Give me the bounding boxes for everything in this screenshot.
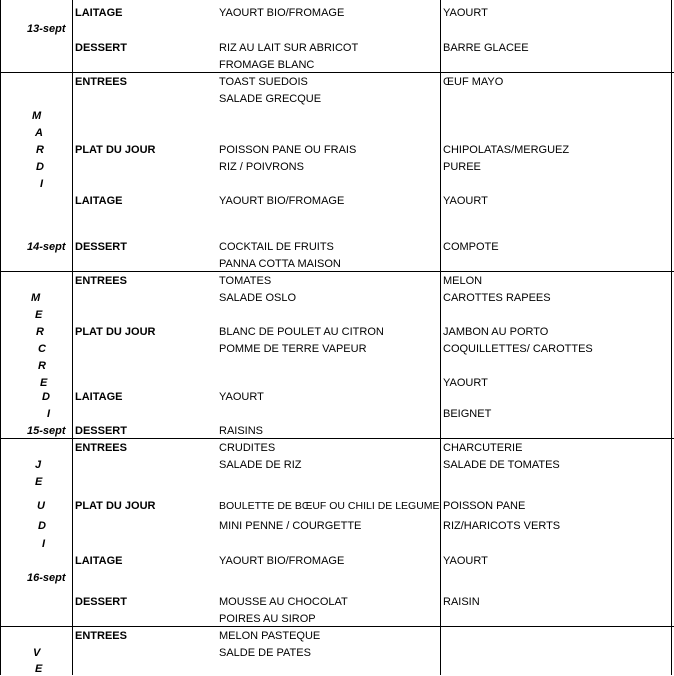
course-label: DESSERT: [75, 241, 127, 253]
day-letter: M: [32, 110, 42, 122]
day-letter: M: [31, 292, 41, 304]
menu2-item: MELON: [443, 275, 483, 287]
day-letter: I: [47, 408, 51, 420]
grid-line: [72, 0, 73, 675]
menu1-item: SALADE OSLO: [219, 292, 297, 304]
menu2-item: ŒUF MAYO: [443, 76, 504, 88]
course-label: ENTREES: [75, 442, 127, 454]
day-letter: I: [40, 178, 44, 190]
menu2-item: BEIGNET: [443, 408, 492, 420]
menu1-item: YAOURT: [219, 391, 264, 403]
course-label: DESSERT: [75, 596, 127, 608]
course-label: ENTREES: [75, 630, 127, 642]
menu1-item: COCKTAIL DE FRUITS: [219, 241, 334, 253]
menu2-item: CHIPOLATAS/MERGUEZ: [443, 144, 570, 156]
day-letter: E: [35, 476, 43, 488]
menu1-item: RIZ / POIVRONS: [219, 161, 304, 173]
menu2-item: YAOURT: [443, 555, 488, 567]
day-letter: E: [35, 663, 43, 675]
menu1-item: SALADE GRECQUE: [219, 93, 322, 105]
menu2-item: SALADE DE TOMATES: [443, 459, 560, 471]
course-label: DESSERT: [75, 42, 127, 54]
menu1-item: YAOURT BIO/FROMAGE: [219, 195, 345, 207]
menu1-item: BOULETTE DE BŒUF OU CHILI DE LEGUME: [219, 500, 440, 512]
menu1-item: BLANC DE POULET AU CITRON: [219, 326, 384, 338]
day-letter: V: [33, 647, 41, 659]
menu1-item: MOUSSE AU CHOCOLAT: [219, 596, 348, 608]
menu2-item: RIZ/HARICOTS VERTS: [443, 520, 561, 532]
day-letter: U: [37, 500, 45, 512]
day-letter: A: [35, 127, 43, 139]
day-letter: E: [40, 377, 48, 389]
day-letter: R: [36, 144, 44, 156]
menu1-item: FROMAGE BLANC: [219, 59, 315, 71]
menu1-item: MINI PENNE / COURGETTE: [219, 520, 362, 532]
course-label: LAITAGE: [75, 7, 123, 19]
course-label: LAITAGE: [75, 391, 123, 403]
menu1-item: CRUDITES: [219, 442, 276, 454]
day-letter: D: [38, 520, 46, 532]
day-separator: [0, 271, 674, 272]
day-letter: J: [35, 459, 42, 471]
day-letter: C: [38, 343, 46, 355]
menu2-item: YAOURT: [443, 377, 488, 389]
menu2-item: JAMBON AU PORTO: [443, 326, 549, 338]
menu2-item: POISSON PANE: [443, 500, 526, 512]
day-separator: [0, 72, 674, 73]
day-letter: I: [42, 538, 46, 550]
menu2-item: COMPOTE: [443, 241, 499, 253]
menu1-item: MELON PASTEQUE: [219, 630, 321, 642]
menu1-item: POIRES AU SIROP: [219, 613, 316, 625]
menu1-item: RIZ AU LAIT SUR ABRICOT: [219, 42, 359, 54]
menu2-item: COQUILLETTES/ CAROTTES: [443, 343, 593, 355]
grid-line: [440, 0, 441, 675]
menu1-item: YAOURT BIO/FROMAGE: [219, 555, 345, 567]
course-label: DESSERT: [75, 425, 127, 437]
menu1-item: POISSON PANE OU FRAIS: [219, 144, 357, 156]
menu2-item: CHARCUTERIE: [443, 442, 523, 454]
day-separator: [0, 438, 674, 439]
course-label: LAITAGE: [75, 555, 123, 567]
course-label: PLAT DU JOUR: [75, 500, 156, 512]
menu1-item: PANNA COTTA MAISON: [219, 258, 341, 270]
course-label: PLAT DU JOUR: [75, 144, 156, 156]
menu1-item: SALDE DE PATES: [219, 647, 311, 659]
day-letter: R: [38, 360, 46, 372]
menu2-item: PUREE: [443, 161, 481, 173]
menu1-item: YAOURT BIO/FROMAGE: [219, 7, 345, 19]
menu2-item: YAOURT: [443, 7, 488, 19]
grid-line: [671, 0, 672, 675]
day-date: 13-sept: [27, 23, 66, 35]
day-separator: [0, 626, 674, 627]
menu2-item: YAOURT: [443, 195, 488, 207]
menu1-item: TOMATES: [219, 275, 272, 287]
menu2-item: CAROTTES RAPEES: [443, 292, 551, 304]
day-date: 15-sept: [27, 425, 66, 437]
menu1-item: SALADE DE RIZ: [219, 459, 302, 471]
course-label: ENTREES: [75, 275, 127, 287]
course-label: LAITAGE: [75, 195, 123, 207]
menu2-item: RAISIN: [443, 596, 480, 608]
menu1-item: RAISINS: [219, 425, 264, 437]
course-label: PLAT DU JOUR: [75, 326, 156, 338]
menu2-item: BARRE GLACEE: [443, 42, 529, 54]
day-letter: E: [35, 309, 43, 321]
menu1-item: TOAST SUEDOIS: [219, 76, 308, 88]
day-date: 14-sept: [27, 241, 66, 253]
day-letter: D: [42, 391, 50, 403]
day-letter: R: [36, 326, 44, 338]
day-date: 16-sept: [27, 572, 66, 584]
day-letter: D: [36, 161, 44, 173]
menu1-item: POMME DE TERRE VAPEUR: [219, 343, 367, 355]
grid-line: [0, 0, 1, 675]
course-label: ENTREES: [75, 76, 127, 88]
